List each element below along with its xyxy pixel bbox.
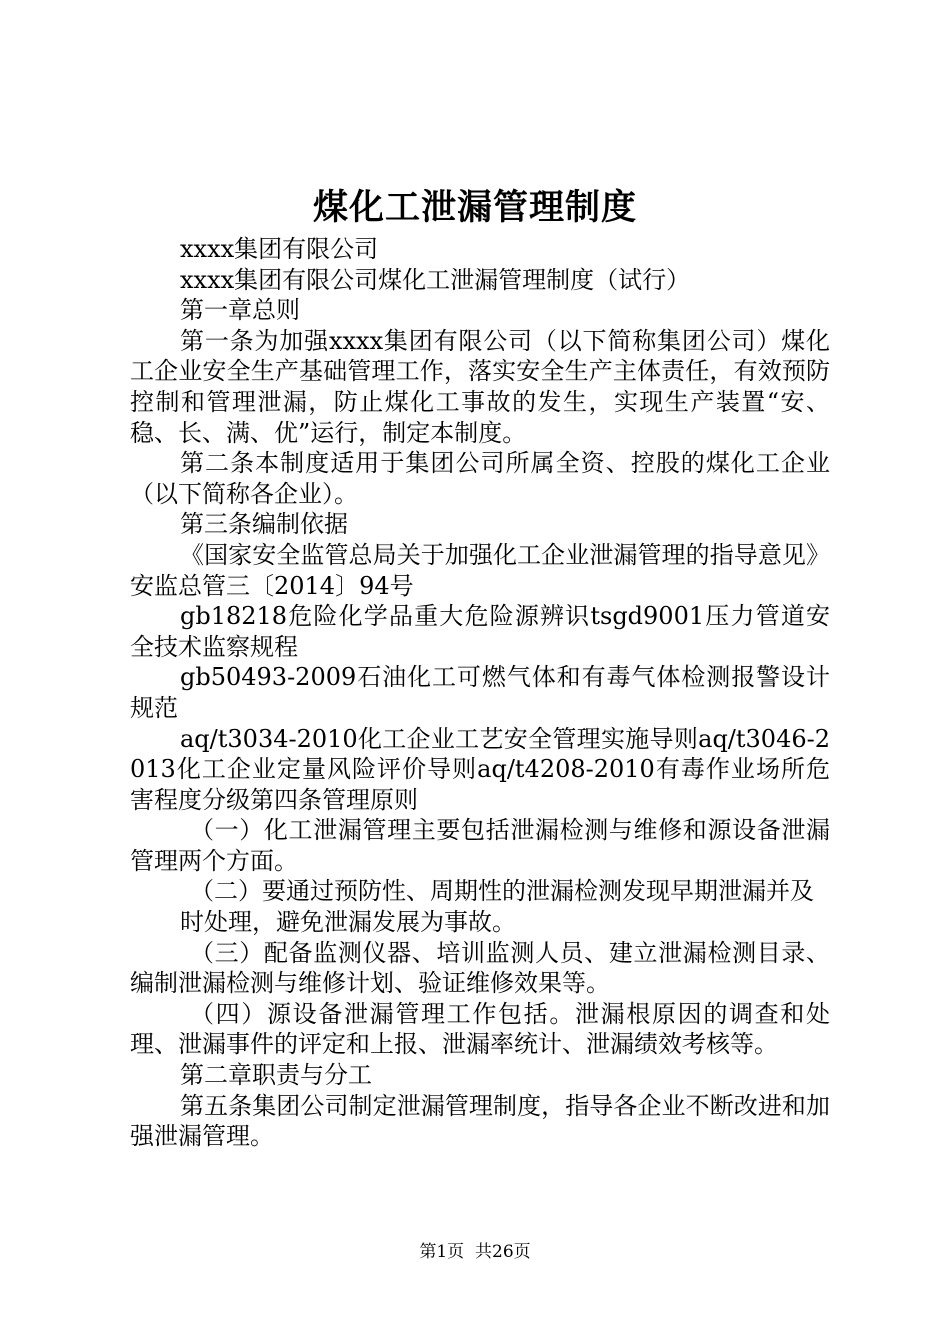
- principle-2-continued: 时处理，避免泄漏发展为事故。: [180, 908, 516, 937]
- reference-1: 《国家安全监管总局关于加强化工企业泄漏管理的指导意见》安监总管三〔2014〕94号: [130, 540, 830, 600]
- paragraph-company: xxxx集团有限公司: [180, 235, 379, 263]
- principle-4: （四）源设备泄漏管理工作包括。泄漏根原因的调查和处理、泄漏事件的评定和上报、泄漏率统计、泄漏绩效考核等。: [130, 999, 830, 1059]
- principle-2: （二）要通过预防性、周期性的泄漏检测发现早期泄漏并及: [190, 877, 814, 906]
- principle-3: （三）配备监测仪器、培训监测人员、建立泄漏检测目录、编制泄漏检测与维修计划、验证维修效果等。: [130, 938, 830, 998]
- reference-4: aq/t3034-2010化工企业工艺安全管理实施导则aq/t3046-2013化工企业定量风险评价导则aq/t4208-2010有毒作业场所危害程度分级第四条管理原则: [130, 724, 830, 814]
- document-body: [130, 234, 830, 1152]
- reference-3: gb50493-2009石油化工可燃气体和有毒气体检测报警设计规范: [130, 663, 830, 722]
- total-pages: 共26页: [475, 1242, 531, 1262]
- principle-1: （一）化工泄漏管理主要包括泄漏检测与维修和源设备泄漏管理两个方面。: [130, 816, 830, 875]
- article-5: 第五条集团公司制定泄漏管理制度，指导各企业不断改进和加强泄漏管理。: [130, 1091, 830, 1151]
- article-1: 第一条为加强xxxx集团有限公司（以下简称集团公司）煤化工企业安全生产基础管理工作，落实安全生产主体责任，有效预防控制和管理泄漏，防止煤化工事故的发生，实现生产装置“安、稳、长、满、优”运行，制定本制度。: [130, 326, 830, 447]
- document-title: 煤化工泄漏管理制度: [312, 187, 637, 228]
- chapter-2-heading: 第二章职责与分工: [180, 1061, 372, 1090]
- paragraph-subtitle: xxxx集团有限公司煤化工泄漏管理制度（试行）: [180, 265, 691, 294]
- chapter-1-heading: 第一章总则: [180, 296, 300, 325]
- page-number: 第1页: [419, 1242, 465, 1262]
- article-2: 第二条本制度适用于集团公司所属全资、控股的煤化工企业（以下简称各企业）。: [130, 449, 830, 508]
- article-3-heading: 第三条编制依据: [180, 510, 348, 539]
- page-footer: [0, 1240, 950, 1264]
- reference-2: gb18218危险化学品重大危险源辨识tsgd9001压力管道安全技术监察规程: [130, 602, 830, 661]
